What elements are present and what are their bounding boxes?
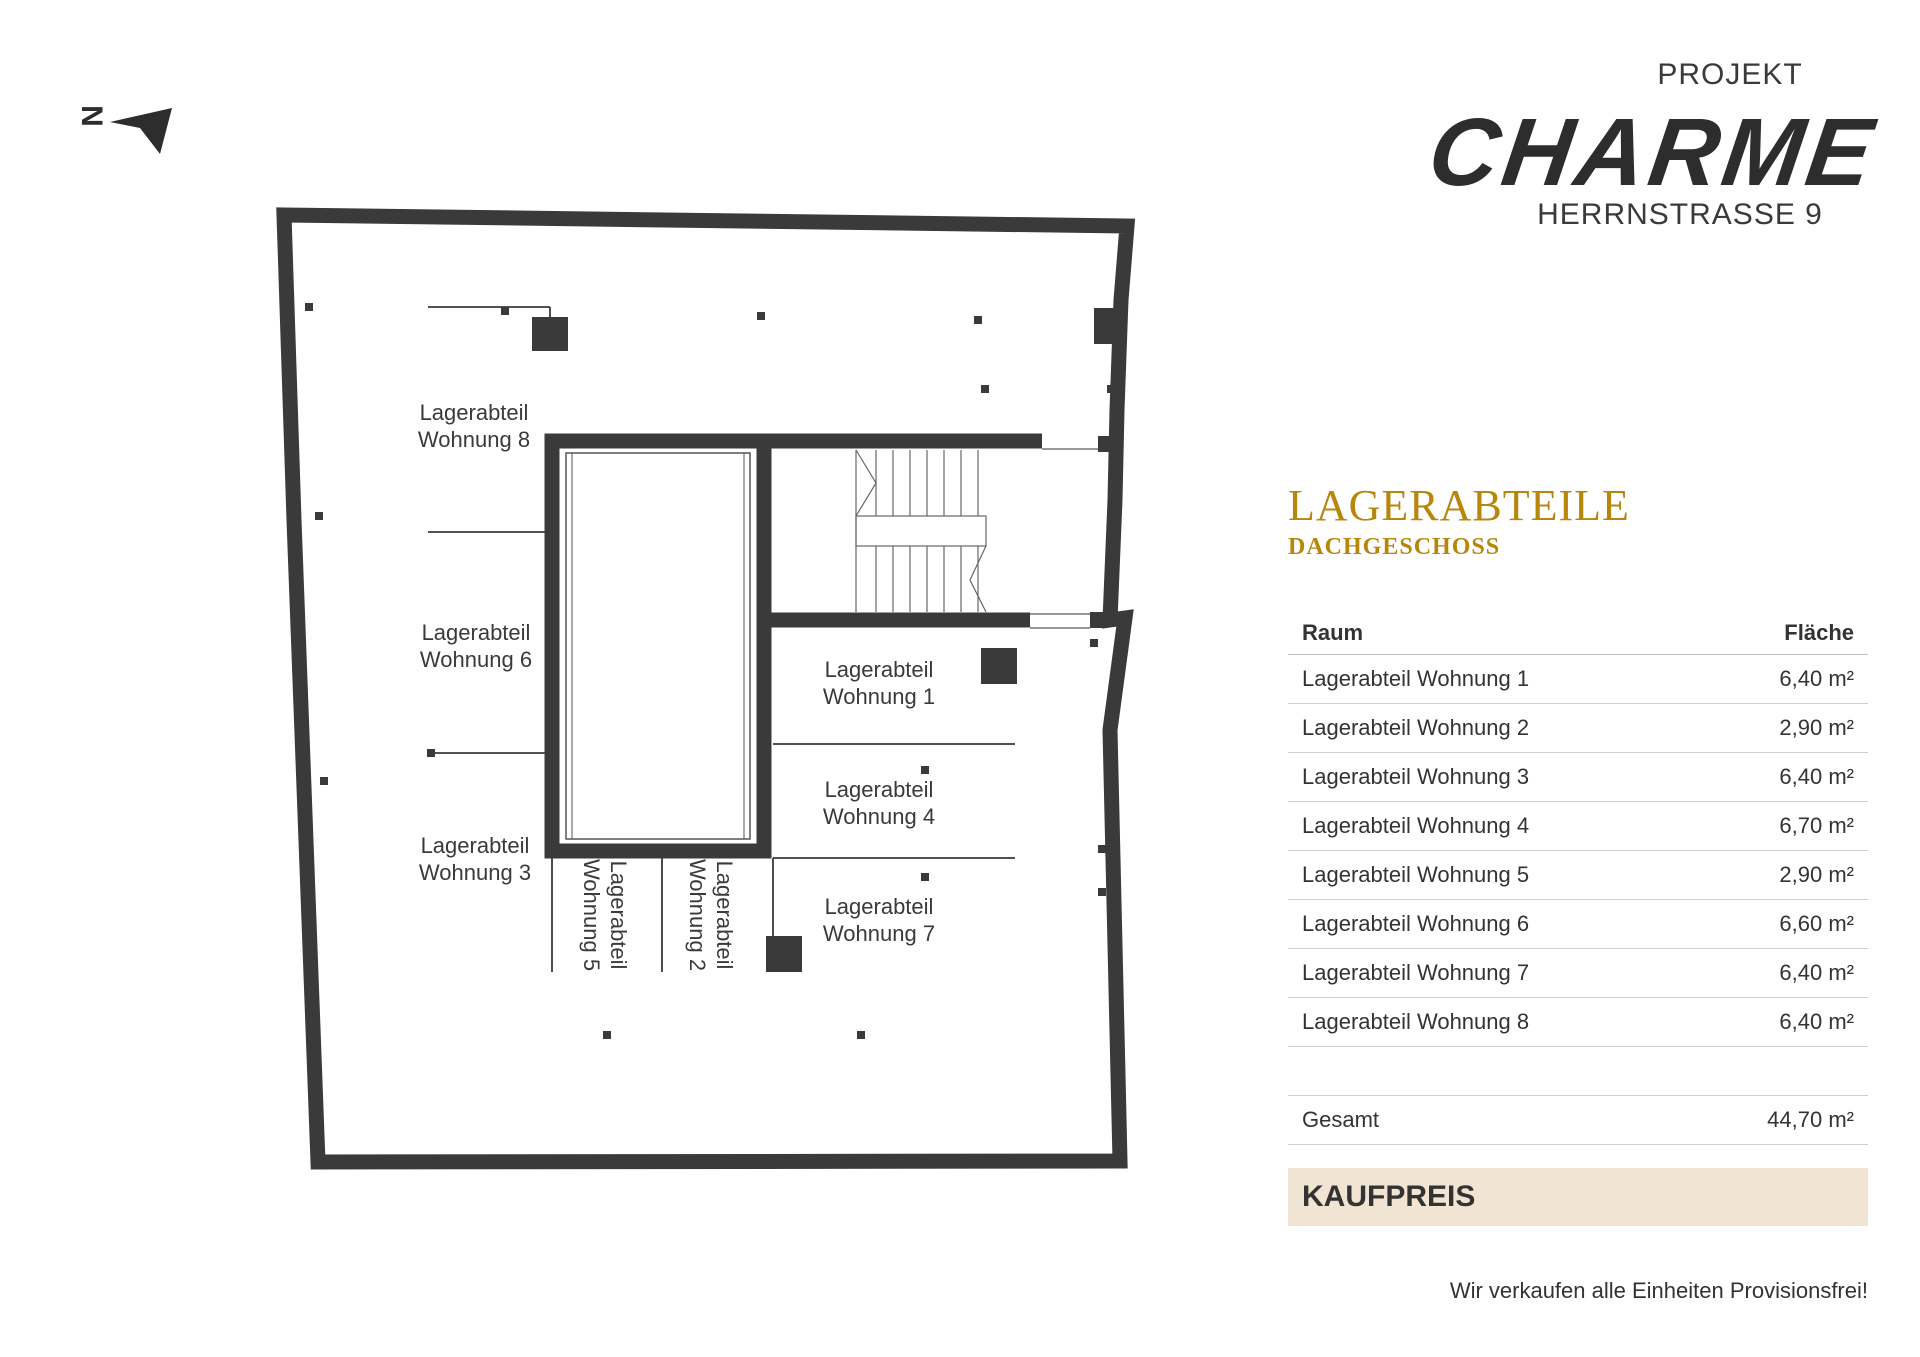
wall-block: [1098, 436, 1114, 452]
row-area: 6,40 m²: [1779, 764, 1854, 789]
row-area: 6,40 m²: [1779, 1009, 1854, 1034]
table-row: [1288, 998, 1868, 1047]
table-row: [1288, 900, 1868, 949]
section-title: LAGERABTEILE: [1288, 481, 1630, 530]
label-w8-line2: Wohnung 8: [417, 427, 531, 452]
chimney-block: [981, 648, 1017, 684]
label-w2-line2: Wohnung 2: [685, 858, 710, 972]
chimney-block: [532, 317, 568, 351]
north-arrow-icon: [110, 108, 172, 154]
row-area: 2,90 m²: [1779, 862, 1854, 887]
outer-wall: [284, 215, 1127, 1162]
row-area: 6,60 m²: [1779, 911, 1854, 936]
row-area: 2,90 m²: [1779, 715, 1854, 740]
total-area: 44,70 m²: [1767, 1107, 1854, 1132]
table-header: [1288, 612, 1868, 655]
inner-shaft-lines: [566, 453, 750, 839]
row-room: Lagerabteil Wohnung 5: [1302, 862, 1530, 887]
logo-top-text: PROJEKT: [1657, 58, 1803, 91]
table-spacer: [1288, 1047, 1868, 1096]
row-room: Lagerabteil Wohnung 1: [1302, 666, 1530, 691]
table-row: [1288, 753, 1868, 802]
label-w3-line2: Wohnung 3: [418, 860, 532, 885]
row-area: 6,40 m²: [1779, 960, 1854, 985]
compass-north-label: N: [75, 105, 108, 127]
label-w5-line2: Wohnung 5: [579, 858, 604, 972]
label-w4-line2: Wohnung 4: [822, 804, 936, 829]
price-bar: [1288, 1168, 1868, 1226]
label-w7-line1: Lagerabteil: [824, 894, 934, 919]
label-w7-line2: Wohnung 7: [822, 921, 936, 946]
logo-address: HERRNSTRASSE 9: [1537, 198, 1823, 231]
label-w1-line1: Lagerabteil: [824, 657, 934, 682]
header-area: Fläche: [1784, 620, 1854, 645]
price-label: KAUFPREIS: [1302, 1180, 1476, 1213]
table-row: [1288, 851, 1868, 900]
row-room: Lagerabteil Wohnung 6: [1302, 911, 1530, 936]
label-w2-line1: Lagerabteil: [712, 860, 737, 970]
row-room: Lagerabteil Wohnung 4: [1302, 813, 1530, 838]
label-w4-line1: Lagerabteil: [824, 777, 934, 802]
label-w5-line1: Lagerabteil: [606, 860, 631, 970]
label-w8-line1: Lagerabteil: [419, 400, 529, 425]
chimney-block: [766, 936, 802, 972]
table-total-row: [1288, 1096, 1868, 1145]
row-room: Lagerabteil Wohnung 3: [1302, 764, 1530, 789]
table-row: [1288, 655, 1868, 704]
label-w6-line1: Lagerabteil: [421, 620, 531, 645]
table-row: [1288, 802, 1868, 851]
project-logo: [1420, 58, 1883, 248]
header-room: Raum: [1302, 620, 1364, 645]
footer-note: Wir verkaufen alle Einheiten Provisionsfrei!: [1449, 1278, 1868, 1303]
section-subtitle: DACHGESCHOSS: [1288, 534, 1501, 560]
label-w3-line1: Lagerabteil: [420, 833, 530, 858]
row-area: 6,40 m²: [1779, 666, 1854, 691]
total-label: Gesamt: [1302, 1107, 1380, 1132]
row-room: Lagerabteil Wohnung 7: [1302, 960, 1530, 985]
area-table: [1288, 612, 1868, 1145]
row-room: Lagerabteil Wohnung 2: [1302, 715, 1530, 740]
row-room: Lagerabteil Wohnung 8: [1302, 1009, 1530, 1034]
staircase: [856, 450, 986, 612]
chimney-block: [1094, 308, 1122, 344]
table-row: [1288, 704, 1868, 753]
label-w6-line2: Wohnung 6: [419, 647, 533, 672]
row-area: 6,70 m²: [1779, 813, 1854, 838]
stair-landing: [856, 516, 986, 546]
logo-brand-name: CHARME: [1422, 99, 1883, 206]
label-w1-line2: Wohnung 1: [822, 684, 936, 709]
inner-shaft-wall: [552, 441, 764, 851]
table-row: [1288, 949, 1868, 998]
compass-north-arrow-icon: [75, 105, 172, 154]
wall-block: [1090, 612, 1104, 628]
